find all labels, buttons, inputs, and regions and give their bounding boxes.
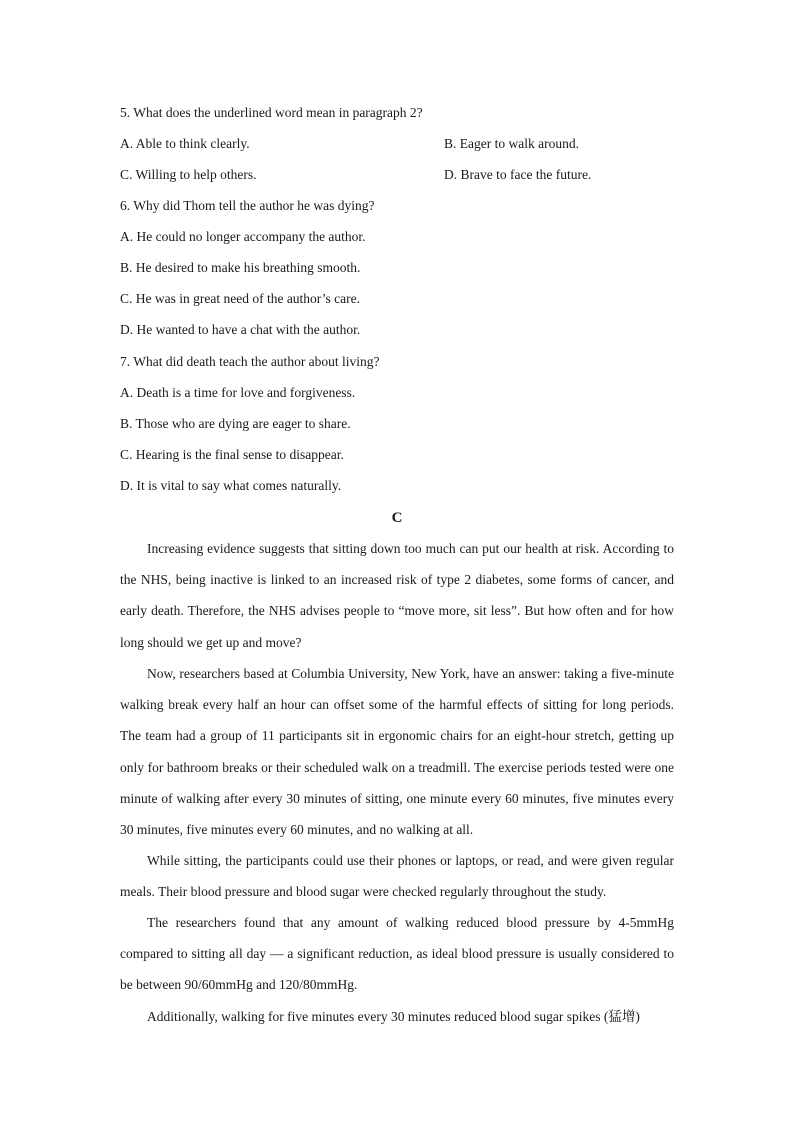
question-7-stem: 7. What did death teach the author about living? [120,354,380,369]
question-6-option-a: A. He could no longer accompany the author. [120,229,366,244]
question-5-stem: 5. What does the underlined word mean in paragraph 2? [120,105,423,120]
question-7-option-d: D. It is vital to say what comes naturally. [120,478,342,493]
question-7-option-a: A. Death is a time for love and forgiveness. [120,385,356,400]
question-5-option-d: D. Brave to face the future. [444,167,592,182]
section-title: C [391,510,403,526]
passage-paragraph-5: Additionally, walking for five minutes every 30 minutes reduced blood sugar spikes (猛增) [147,1009,640,1024]
passage-paragraph-1: Increasing evidence suggests that sitting down too much can put our health at risk. According to the NHS, being inactive is linked to an increased risk of type 2 diabetes, some forms of cancer, and early death. Therefore, the NHS advises people to “move more, sit less”. But how often and for how long should we get up and move? [120,541,674,650]
passage-paragraph-3: While sitting, the participants could use their phones or laptops, or read, and were given regular meals. Their blood pressure and blood sugar were checked regularly throughout the study. [120,853,674,900]
question-6-option-d: D. He wanted to have a chat with the author. [120,322,361,337]
passage-paragraph-2: Now, researchers based at Columbia University, New York, have an answer: taking a five-minute walking break every half an hour can offset some of the harmful effects of sitting for long periods. The team had a group of 11 participants sit in ergonomic chairs for an eight-hour stretch, getting up only for bathroom breaks or their scheduled walk on a treadmill. The exercise periods tested were one minute of walking after every 30 minutes of sitting, one minute every 60 minutes, five minutes every 30 minutes, five minutes every 60 minutes, and no walking at all. [120,666,674,838]
passage-paragraph-4: The researchers found that any amount of walking reduced blood pressure by 4-5mmHg compared to sitting all day — a significant reduction, as ideal blood pressure is usually considered to be between 90/60mmHg and 120/80mmHg. [120,915,674,993]
question-6-option-c: C. He was in great need of the author’s care. [120,291,361,306]
question-6-option-b: B. He desired to make his breathing smooth. [120,260,361,275]
question-7-option-b: B. Those who are dying are eager to share. [120,416,351,431]
question-6-stem: 6. Why did Thom tell the author he was dying? [120,198,375,213]
question-5-option-a: A. Able to think clearly. [120,136,250,151]
question-7-option-c: C. Hearing is the final sense to disappear. [120,447,344,462]
question-5-option-b: B. Eager to walk around. [444,136,579,151]
question-5-option-c: C. Willing to help others. [120,167,257,182]
